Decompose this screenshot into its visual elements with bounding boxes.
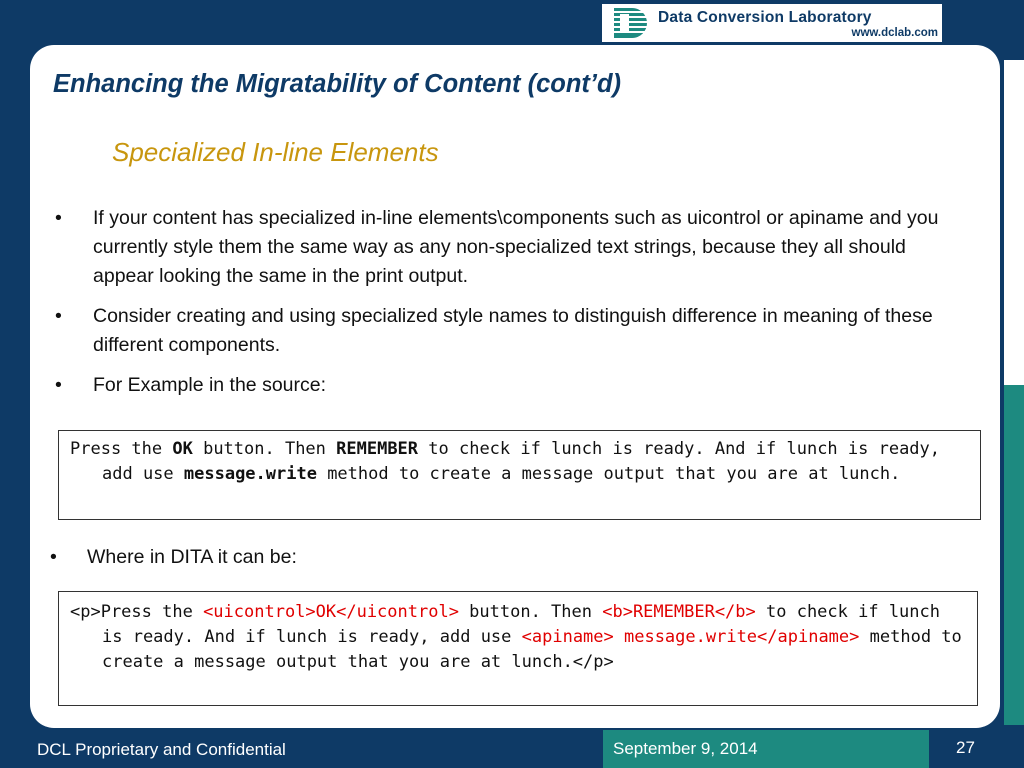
source-text-part: to check if lunch is ready. And if lunch is ready, add use <box>102 439 941 484</box>
source-example-box <box>58 430 981 520</box>
bullet-text: Consider creating and using specialized style names to distinguish difference in meaning of these different components. <box>93 305 933 356</box>
footer-confidential: DCL Proprietary and Confidential <box>37 740 286 759</box>
dita-example-text <box>70 600 967 675</box>
slide-subtitle: Specialized In-line Elements <box>112 137 439 167</box>
dita-text-part: to check if lunch is ready. And if lunch is ready, add use <box>102 602 940 647</box>
dita-example-box <box>58 591 978 706</box>
apiname-tag-text: <apiname> message.write</apiname> <box>521 627 860 647</box>
source-text-part: method to create a message output that you are at lunch. <box>316 464 901 484</box>
right-edge-band-teal <box>1004 385 1024 725</box>
footer-date-text: September 9, 2014 <box>613 739 758 758</box>
bullet-dot: • <box>55 305 62 327</box>
source-example-text <box>70 437 970 487</box>
footer-date-band <box>603 730 929 768</box>
dita-bullet-text: Where in DITA it can be: <box>87 546 297 568</box>
dita-text-part: button. Then <box>458 602 603 622</box>
dita-text-part: <p>Press the <box>70 602 204 622</box>
bullet-dot: • <box>50 546 57 568</box>
ok-bold-text: OK <box>172 439 193 459</box>
bullet-item <box>55 302 955 360</box>
bullet-item <box>55 204 955 291</box>
uicontrol-tag-text: <uicontrol>OK</uicontrol> <box>203 602 459 622</box>
remember-bold-text: REMEMBER <box>336 439 419 459</box>
slide-page-number: 27 <box>956 738 975 757</box>
dcl-striped-logo-icon <box>610 6 654 40</box>
bullet-item <box>55 371 955 400</box>
company-logo <box>602 4 942 42</box>
bullet-dot: • <box>55 207 62 229</box>
bullet-list <box>55 204 955 411</box>
bullet-text: If your content has specialized in-line elements\components such as uicontrol or apiname and you currently style them the same way as any non-specialized text strings, because they all should appear looking the same in the print output. <box>93 207 939 287</box>
logo-website-url: www.dclab.com <box>851 27 938 39</box>
message-write-bold-text: message.write <box>183 464 317 484</box>
dita-bullet <box>50 546 297 569</box>
bullet-dot: • <box>55 374 62 396</box>
logo-company-name: Data Conversion Laboratory <box>658 9 872 26</box>
b-tag-text: <b>REMEMBER</b> <box>602 602 756 622</box>
bullet-text: For Example in the source: <box>93 374 327 396</box>
source-text-part: button. Then <box>192 439 337 459</box>
source-text-part: Press the <box>70 439 173 459</box>
slide-title: Enhancing the Migratability of Content (cont’d) <box>53 70 622 98</box>
dita-text-part: method to create a message output that you are at lunch.</p> <box>102 627 962 672</box>
right-edge-band-white <box>1004 60 1024 385</box>
